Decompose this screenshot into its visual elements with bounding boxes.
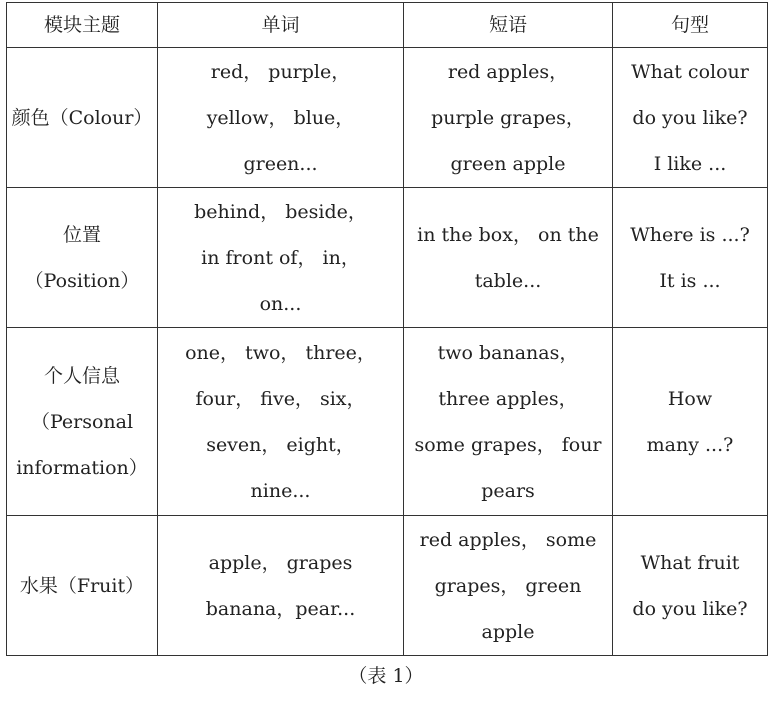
cell-topic xyxy=(7,328,158,516)
cell-line: green... xyxy=(243,152,318,175)
cell-sentences xyxy=(613,48,768,188)
cell-line: （Personal xyxy=(30,410,134,433)
cell-line: 水果（Fruit） xyxy=(19,574,145,597)
cell-words xyxy=(158,328,404,516)
cell-sentences xyxy=(613,328,768,516)
cell-line: apple xyxy=(481,620,535,643)
cell-line: Where is ...? xyxy=(630,223,750,246)
cell-line: table... xyxy=(474,269,542,292)
cell-line: How xyxy=(667,387,713,410)
header-topic: 模块主题 xyxy=(7,3,158,48)
cell-line: What fruit xyxy=(640,551,740,574)
cell-line: three apples， xyxy=(438,387,578,410)
cell-line: in the box， on the xyxy=(417,223,599,246)
cell-line: nine... xyxy=(250,479,311,502)
cell-words xyxy=(158,48,404,188)
cell-line: I like ... xyxy=(653,152,727,175)
cell-line: four， five， six， xyxy=(195,387,366,410)
table-row-fruit xyxy=(7,516,768,656)
cell-topic xyxy=(7,516,158,656)
cell-line: many ...? xyxy=(646,433,734,456)
table-row-colour xyxy=(7,48,768,188)
cell-line: What colour xyxy=(631,60,749,83)
cell-line: pears xyxy=(481,479,535,502)
cell-phrases xyxy=(404,516,613,656)
cell-line: green apple xyxy=(450,152,566,175)
cell-line: one， two， three， xyxy=(185,341,376,364)
cell-line: purple grapes， xyxy=(431,106,585,129)
header-words: 单词 xyxy=(158,3,404,48)
cell-words xyxy=(158,188,404,328)
cell-line: do you like? xyxy=(632,106,748,129)
cell-phrases xyxy=(404,328,613,516)
cell-line: apple， grapes xyxy=(208,551,353,574)
header-sentences: 句型 xyxy=(613,3,768,48)
table-caption: （表 1） xyxy=(348,665,424,687)
header-row xyxy=(7,3,768,48)
cell-words xyxy=(158,516,404,656)
cell-line: in front of， in， xyxy=(201,246,360,269)
cell-line: two bananas， xyxy=(437,341,579,364)
cell-phrases xyxy=(404,188,613,328)
cell-line: some grapes， four xyxy=(414,433,602,456)
cell-sentences xyxy=(613,516,768,656)
cell-line: yellow， blue， xyxy=(206,106,355,129)
cell-line: red apples， xyxy=(447,60,569,83)
cell-line: information） xyxy=(16,456,148,479)
cell-line: 个人信息 xyxy=(43,364,120,387)
cell-topic xyxy=(7,48,158,188)
cell-line: seven， eight， xyxy=(206,433,355,456)
cell-line: 颜色（Colour） xyxy=(11,106,153,129)
cell-line: It is ... xyxy=(659,269,721,292)
cell-line: behind， beside， xyxy=(194,200,367,223)
cell-line: 位置 xyxy=(62,223,101,246)
cell-line: red， purple， xyxy=(210,60,351,83)
table-row-position xyxy=(7,188,768,328)
cell-line: red apples， some xyxy=(419,528,597,551)
table-row-personal-information xyxy=(7,328,768,516)
vocabulary-table xyxy=(6,2,768,656)
cell-line: do you like? xyxy=(632,597,748,620)
cell-line: banana，pear... xyxy=(205,597,356,620)
header-phrases: 短语 xyxy=(404,3,613,48)
cell-line: （Position） xyxy=(24,269,140,292)
cell-line: grapes， green xyxy=(434,574,582,597)
cell-topic xyxy=(7,188,158,328)
cell-line: on... xyxy=(259,292,302,315)
cell-sentences xyxy=(613,188,768,328)
cell-phrases xyxy=(404,48,613,188)
